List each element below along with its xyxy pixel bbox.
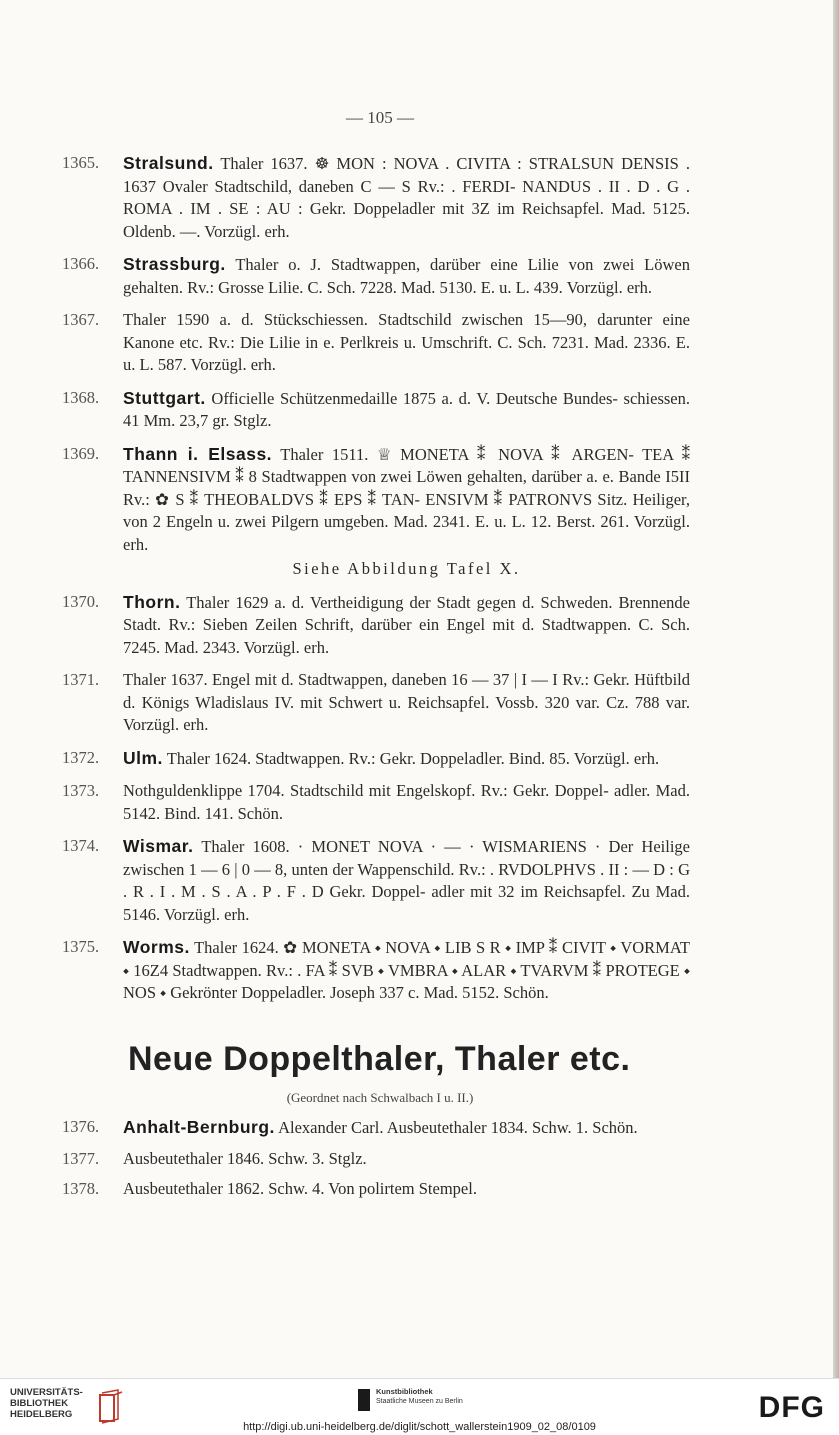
entry-number: 1375.	[62, 937, 100, 956]
entry-number: 1367.	[62, 310, 100, 329]
entry-city: Stralsund.	[123, 153, 214, 173]
kunstbibliothek-mark-icon	[358, 1389, 370, 1411]
entry-city: Worms.	[123, 937, 190, 957]
entry-city: Thorn.	[123, 591, 181, 612]
page-edge	[833, 0, 839, 1380]
catalog-entry	[62, 1116, 690, 1140]
entry-text: Ausbeutethaler 1862. Schw. 4. Von polirtem Stempel.	[123, 1179, 477, 1198]
kb-name: Kunstbibliothek	[376, 1387, 433, 1396]
catalog-entries	[62, 152, 690, 1015]
entry-number: 1374.	[62, 836, 100, 855]
catalog-entry	[62, 1178, 690, 1201]
catalog-entry	[62, 152, 690, 243]
entry-text: Thaler 1624. ✿ MONETA ⬩ NOVA ⬩ LIB S R ⬩ IMP ⁑ CIVIT ⬩ VORMAT ⬩ 16Z4 Stadtwappen. Rv.: . FA ⁑ SVB ⬩ VMBRA ⬩ ALAR ⬩ TVARVM ⁑ PROTEGE ⬩ NOS ⬩ Gekrönter Doppeladler. Joseph 337 c. Mad. 5152. Schön.	[123, 938, 691, 1002]
entry-text: Ausbeutethaler 1846. Schw. 3. Stglz.	[123, 1148, 367, 1168]
catalog-entries-new	[62, 1116, 690, 1209]
entry-text: Nothguldenklippe 1704. Stadtschild mit Engelskopf. Rv.: Gekr. Doppel- adler. Mad. 5142. Bind. 141. Schön.	[123, 781, 690, 823]
entry-city: Anhalt-Bernburg.	[123, 1117, 275, 1137]
entry-text: Thaler 1637. Engel mit d. Stadtwappen, daneben 16 — 37 | I — I Rv.: Gekr. Hüftbild d. Königs Wladislaus IV. mit Schwert u. Reichsapfel. Vossb. 320 var. Cz. 788 var. Vorzügl. erh.	[123, 670, 690, 734]
section-title: Neue Doppelthaler, Thaler etc.	[128, 1040, 631, 1078]
entry-city: Wismar.	[123, 836, 194, 856]
uni-name-line: HEIDELBERG	[10, 1409, 73, 1420]
entry-text: Thaler 1590 a. d. Stückschiessen. Stadtschild zwischen 15—90, darunter eine Kanone etc. Rv.: Die Lilie in e. Perlkreis u. Umschrift. C. Sch. 7231. Mad. 2336. E. u. L. 587. Vorzügl. erh.	[123, 310, 690, 374]
entry-number: 1376.	[62, 1117, 100, 1136]
catalog-entry	[62, 387, 690, 433]
entry-city: Stuttgart.	[123, 387, 206, 408]
entry-text: Alexander Carl. Ausbeutethaler 1834. Schw. 1. Schön.	[278, 1118, 638, 1137]
entry-city: Strassburg.	[123, 254, 226, 274]
entry-number: 1365.	[62, 153, 100, 172]
kb-subtitle: Staatliche Museen zu Berlin	[376, 1398, 463, 1405]
catalog-entry	[62, 669, 690, 737]
footer	[0, 1378, 839, 1435]
entry-number: 1371.	[62, 670, 100, 689]
entry-text: Thaler 1624. Stadtwappen. Rv.: Gekr. Doppeladler. Bind. 85. Vorzügl. erh.	[166, 748, 660, 768]
university-library-logo[interactable]	[10, 1387, 130, 1420]
catalog-entry	[62, 835, 690, 926]
entry-city: Ulm.	[123, 747, 163, 768]
catalog-entry	[62, 591, 690, 660]
entry-text: Thaler 1511. ♕ MONETA ⁑ NOVA ⁑ ARGEN- TEA ⁑ TANNENSIVM ⁑ 8 Stadtwappen von zwei Löwen gehalten, darüber a. e. Bande I5II Rv.: ✿ S ⁑ THEOBALDVS ⁑ EPS ⁑ TAN- ENSIVM ⁑ PATRONVS Sitz. Heiliger, von 2 Engeln u. zwei Pilgern umgeben. Mad. 2341. E. u. L. 12. Berst. 261. Vorzügl. erh.	[123, 444, 690, 554]
entry-text: Thaler o. J. Stadtwappen, darüber eine Lilie von zwei Löwen gehalten. Rv.: Grosse Lilie. C. Sch. 7228. Mad. 5130. E. u. L. 439. Vorzügl. erh.	[123, 255, 691, 297]
page-number: — 105 —	[346, 108, 414, 127]
entry-number: 1377.	[62, 1148, 100, 1168]
entry-number: 1372.	[62, 747, 100, 767]
permalink-url[interactable]: http://digi.ub.uni-heidelberg.de/diglit/schott_wallerstein1909_02_08/0109	[243, 1421, 596, 1433]
catalog-entry	[62, 253, 690, 299]
entry-number: 1366.	[62, 254, 100, 273]
library-mark-icon	[94, 1389, 126, 1425]
catalog-entry	[62, 309, 690, 377]
entry-city: Thann i. Elsass.	[123, 443, 273, 464]
entry-number: 1368.	[62, 387, 100, 407]
section-subtitle: (Geordnet nach Schwalbach I u. II.)	[286, 1090, 474, 1105]
entry-number: 1369.	[62, 443, 100, 463]
catalog-entry	[62, 1148, 690, 1171]
dfg-logo[interactable]: DFG	[758, 1391, 825, 1424]
entry-number: 1373.	[62, 781, 100, 800]
uni-name-line: UNIVERSITÄTS-	[10, 1387, 83, 1398]
entry-text: Thaler 1608. · MONET NOVA · — · WISMARIENS · Der Heilige zwischen 1 — 6 | 0 — 8, unten der Wappenschild. Rv.: . RVDOLPHVS . II : — D : G . R . I . M . S . A . P . F . D Gekr. Doppel- adler mit 32 im Reichsapfel. Zu Mad. 5146. Vorzügl. erh.	[123, 837, 690, 924]
catalog-entry	[62, 443, 690, 581]
entry-number: 1378.	[62, 1179, 100, 1198]
entry-text: Thaler 1629 a. d. Vertheidigung der Stadt gegen d. Schweden. Brennende Stadt. Rv.: Sieben Zeilen Schrift, darüber ein Engel mit d. Stadtwappen. C. Sch. 7245. Mad. 2343. Vorzügl. erh.	[123, 592, 690, 657]
plate-reference: Siehe Abbildung Tafel X.	[292, 559, 521, 578]
catalog-entry	[62, 936, 690, 1005]
catalog-entry	[62, 780, 690, 825]
entry-text: Officielle Schützenmedaille 1875 a. d. V. Deutsche Bundes- schiessen. 41 Mm. 23,7 gr. Stglz.	[123, 388, 690, 430]
catalog-entry	[62, 747, 690, 771]
uni-name-line: BIBLIOTHEK	[10, 1398, 69, 1409]
entry-number: 1370.	[62, 591, 100, 611]
entry-text: Thaler 1637. ☸ MON : NOVA . CIVITA : STRALSUN DENSIS . 1637 Ovaler Stadtschild, daneben C — S Rv.: . FERDI- NANDUS . II . D . G . ROMA . IM . SE : AU : Gekr. Doppeladler mit 3Z im Reichsapfel. Mad. 5125. Oldenb. —. Vorzügl. erh.	[123, 154, 690, 241]
